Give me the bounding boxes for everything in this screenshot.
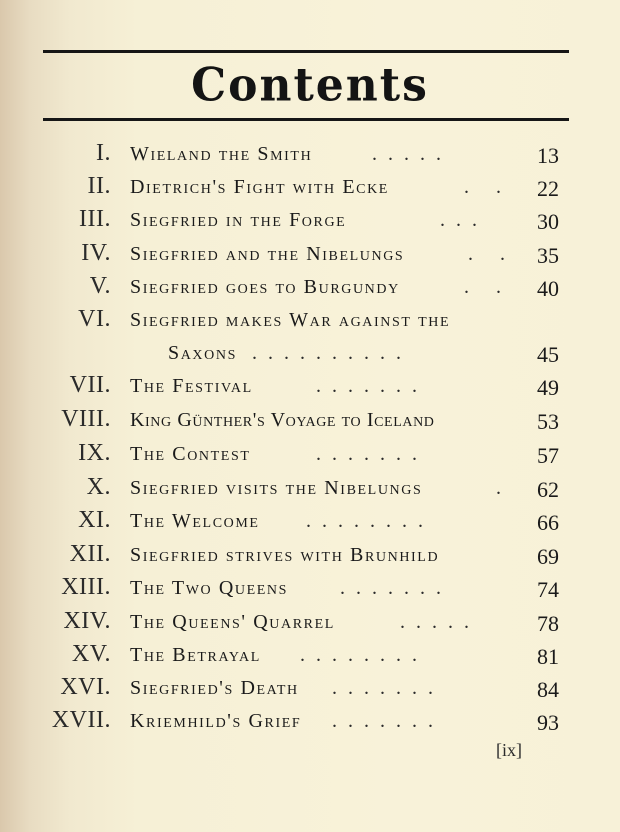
page-number: 49	[537, 375, 559, 400]
leader-dots: . .	[464, 176, 512, 198]
toc-entry	[0, 372, 620, 402]
leader-dots: ........	[306, 510, 434, 532]
leader-dots: .....	[400, 611, 480, 633]
chapter-number: X.	[86, 474, 111, 500]
leader-dots: ...	[440, 209, 488, 231]
page-number: 13	[537, 143, 559, 168]
chapter-number: XII.	[69, 541, 111, 567]
page-title: Contents	[191, 58, 429, 113]
page-number: 81	[537, 644, 559, 669]
page-number: 57	[537, 443, 559, 468]
page-number: 40	[537, 276, 559, 301]
page-number: 78	[537, 611, 559, 636]
toc-entry	[0, 608, 620, 638]
chapter-number: XVI.	[60, 674, 111, 700]
leader-dots: ..........	[252, 342, 412, 364]
chapter-title: Siegfried in the Forge	[130, 209, 347, 231]
leader-dots: .......	[316, 443, 428, 465]
page-number: 35	[537, 243, 559, 268]
chapter-title: Siegfried's Death	[130, 677, 299, 699]
page-number: 45	[537, 342, 559, 367]
toc-entry	[0, 541, 620, 571]
chapter-number: VI.	[78, 306, 111, 332]
chapter-title: The Contest	[130, 443, 251, 465]
page-number: 93	[537, 710, 559, 735]
toc-entry	[0, 641, 620, 671]
leader-dots: . .	[468, 243, 516, 265]
leader-dots: . .	[464, 276, 512, 298]
chapter-title: King Günther's Voyage to Iceland	[130, 409, 435, 431]
chapter-title: Siegfried and the Nibelungs	[130, 243, 405, 265]
leader-dots: .	[496, 477, 512, 499]
chapter-title: Siegfried strives with Brunhild	[130, 544, 440, 566]
folio-page-number: [ix]	[496, 740, 522, 760]
chapter-title: Siegfried goes to Burgundy	[130, 276, 400, 298]
page-number: 22	[537, 176, 559, 201]
leader-dots: .......	[332, 710, 444, 732]
chapter-title: The Two Queens	[130, 577, 289, 599]
chapter-number: III.	[79, 206, 111, 232]
leader-dots: .......	[332, 677, 444, 699]
leader-dots: ........	[300, 644, 428, 666]
chapter-title: The Festival	[130, 375, 253, 397]
chapter-title: The Welcome	[130, 510, 260, 532]
chapter-number: IX.	[78, 440, 111, 466]
toc-entry	[0, 406, 620, 436]
chapter-title-continuation: Saxons	[168, 342, 237, 364]
chapter-title: Kriemhild's Grief	[130, 710, 302, 732]
chapter-number: XIV.	[63, 608, 111, 634]
leader-dots: .......	[316, 375, 428, 397]
chapter-title: Wieland the Smith	[130, 143, 313, 165]
toc-entry	[0, 574, 620, 604]
page-number: 62	[537, 477, 559, 502]
toc-entry-continuation	[0, 339, 620, 369]
chapter-title: The Queens' Quarrel	[130, 611, 335, 633]
toc-entry	[0, 173, 620, 203]
page-number: 74	[537, 577, 559, 602]
page-number: 66	[537, 510, 559, 535]
page-number: 69	[537, 544, 559, 569]
chapter-number: V.	[89, 273, 111, 299]
toc-entry	[0, 206, 620, 236]
leader-dots: .......	[340, 577, 452, 599]
chapter-number: II.	[87, 173, 111, 199]
toc-entry	[0, 440, 620, 470]
chapter-title: Siegfried makes War against the	[130, 309, 451, 331]
chapter-title: The Betrayal	[130, 644, 261, 666]
chapter-number: XVII.	[51, 707, 111, 733]
chapter-number: VII.	[69, 372, 111, 398]
chapter-number: XI.	[78, 507, 111, 533]
toc-entry	[0, 306, 620, 336]
chapter-number: I.	[96, 140, 111, 166]
toc-entry	[0, 507, 620, 537]
chapter-title: Dietrich's Fight with Ecke	[130, 176, 389, 198]
page-number: 84	[537, 677, 559, 702]
leader-dots: .....	[372, 143, 452, 165]
toc-entry	[0, 707, 620, 737]
toc-entry	[0, 674, 620, 704]
page-number: 53	[537, 409, 559, 434]
toc-entry	[0, 140, 620, 170]
chapter-number: IV.	[81, 240, 111, 266]
top-rule	[43, 50, 569, 53]
toc-entry	[0, 273, 620, 303]
toc-entry	[0, 240, 620, 270]
page-number: 30	[537, 209, 559, 234]
chapter-number: XIII.	[61, 574, 111, 600]
chapter-title: Siegfried visits the Nibelungs	[130, 477, 423, 499]
toc-entry	[0, 474, 620, 504]
chapter-number: VIII.	[61, 406, 111, 432]
bottom-rule	[43, 118, 569, 121]
chapter-number: XV.	[71, 641, 111, 667]
